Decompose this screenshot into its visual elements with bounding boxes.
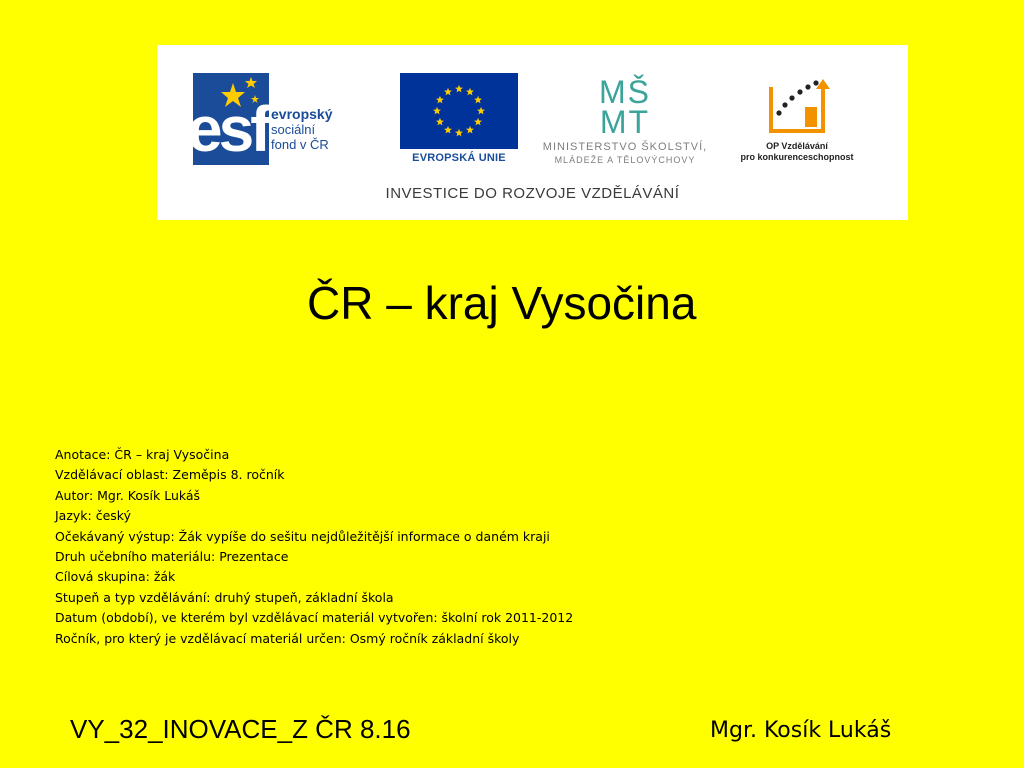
op-caption bbox=[727, 141, 867, 163]
svg-text:MT: MT bbox=[599, 104, 651, 135]
op-logo-icon bbox=[761, 73, 833, 141]
metadata-line: Anotace: ČR – kraj Vysočina bbox=[55, 447, 230, 462]
banner-tagline: INVESTICE DO ROZVOJE VZDĚLÁVÁNÍ bbox=[385, 185, 680, 202]
eu-label: EVROPSKÁ UNIE bbox=[412, 152, 506, 164]
esf-caption-line3: fond v ČR bbox=[271, 137, 329, 152]
msmt-caption-line1: MINISTERSTVO ŠKOLSTVÍ, bbox=[542, 141, 708, 153]
metadata-line: Stupeň a typ vzdělávání: druhý stupeň, základní škola bbox=[55, 589, 394, 605]
metadata-line: Ročník, pro který je vzdělávací materiál určen: Osmý ročník základní školy bbox=[55, 630, 520, 646]
msmt-caption-line2: MLÁDEŽE A TĚLOVÝCHOVY bbox=[554, 155, 696, 165]
esf-wordmark bbox=[187, 93, 268, 165]
metadata-line: Vzdělávací oblast: Zeměpis 8. ročník bbox=[55, 467, 285, 483]
msmt-logo-icon bbox=[575, 73, 675, 135]
metadata-line: Cílová skupina: žák bbox=[55, 569, 176, 585]
footer-author: Mgr. Kosík Lukáš bbox=[710, 718, 892, 743]
esf-caption bbox=[271, 107, 332, 152]
metadata-line: Jazyk: český bbox=[55, 508, 131, 524]
slide-title: ČR – kraj Vysočina bbox=[307, 277, 697, 329]
msmt-caption bbox=[525, 141, 725, 167]
esf-caption-line1: evropský bbox=[271, 106, 333, 122]
footer-material-code: VY_32_INOVACE_Z ČR 8.16 bbox=[70, 714, 411, 744]
svg-text:MŠ: MŠ bbox=[599, 74, 651, 110]
esf-wordmark-text: esf bbox=[187, 93, 268, 165]
logo-banner bbox=[157, 45, 908, 220]
metadata-line: Autor: Mgr. Kosík Lukáš bbox=[55, 487, 201, 503]
eu-flag-icon bbox=[400, 73, 518, 149]
op-caption-line1: OP Vzdělávání bbox=[766, 141, 828, 151]
metadata-line: Druh učebního materiálu: Prezentace bbox=[55, 549, 289, 565]
metadata-line: Datum (období), ve kterém byl vzdělávací materiál vytvořen: školní rok 2011-2012 bbox=[55, 610, 574, 626]
esf-caption-line2: sociální bbox=[271, 122, 316, 137]
metadata-list bbox=[55, 445, 573, 649]
metadata-line: Očekávaný výstup: Žák vypíše do sešitu nejdůležitější informace o daném kraji bbox=[55, 528, 550, 544]
op-caption-line2: pro konkurenceschopnost bbox=[740, 152, 854, 162]
